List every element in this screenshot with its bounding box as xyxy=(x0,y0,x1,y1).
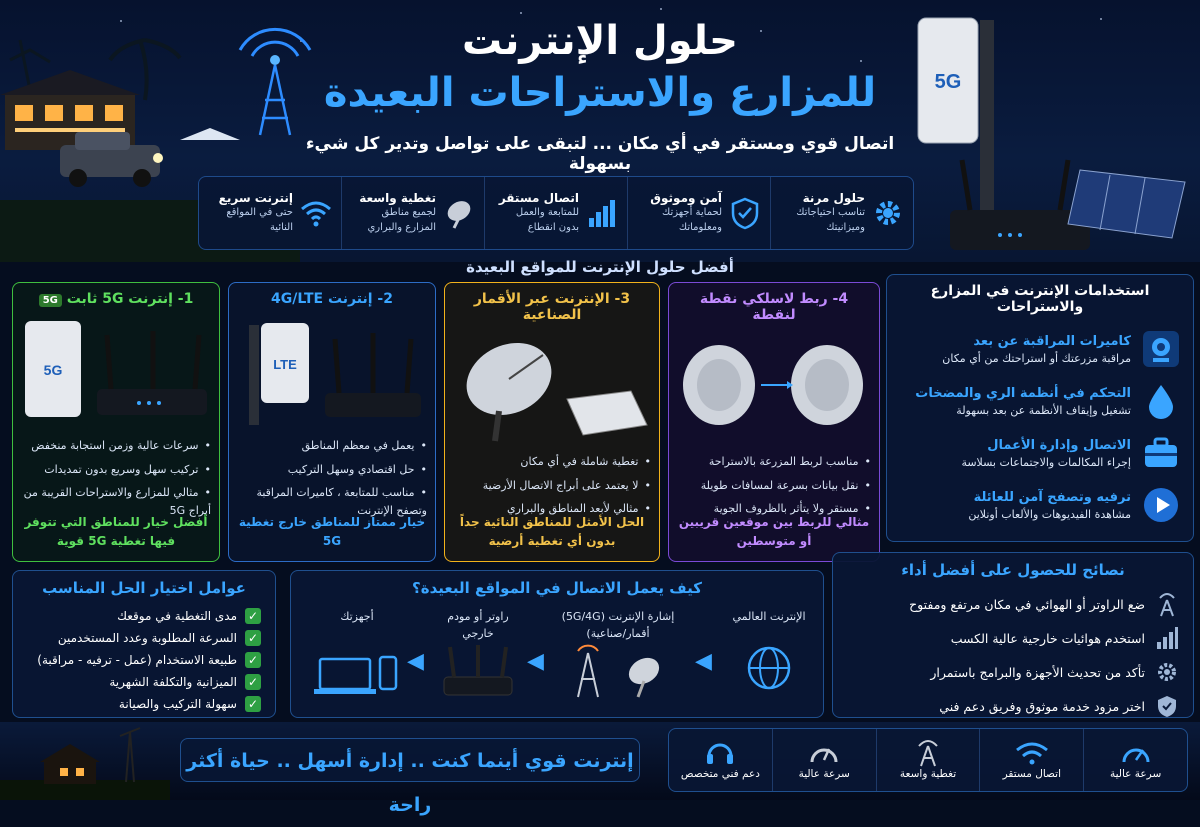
factor-item xyxy=(13,605,275,627)
solution-point: • مثالي لأبعد المناطق والبراري xyxy=(453,500,651,518)
feature-title: اتصال مستقر xyxy=(498,191,579,205)
footer-item-label: دعم فني متخصص xyxy=(680,768,760,780)
solution-point: • مستقر ولا يتأثر بالظروف الجوية xyxy=(677,500,871,518)
flow-step-label: إشارة الإنترنت (5G/4G) أقمار/صناعية) xyxy=(561,610,675,640)
solution-card-satellite xyxy=(444,282,660,562)
device-5g-label: 5G xyxy=(43,362,63,378)
tower-icon xyxy=(558,643,678,699)
flow-step-signal xyxy=(553,609,683,705)
use-item xyxy=(887,427,1193,479)
device-illustration xyxy=(237,313,427,431)
use-item xyxy=(887,323,1193,375)
feature-title: حلول مرنة xyxy=(802,191,865,205)
flow-step-label: أجهزتك xyxy=(340,610,374,623)
feature-coverage xyxy=(341,177,484,249)
tip-text: اختر مزود خدمة موثوق وفريق دعم فني xyxy=(939,698,1145,714)
solution-card-point-to-point xyxy=(668,282,880,562)
tower-icon xyxy=(913,740,943,766)
feature-title: إنترنت سريع xyxy=(218,191,293,205)
solution-best-for: مثالي للربط بين موقعين قريبين أو متوسطين xyxy=(678,514,870,548)
solution-point: • تغطية شاملة في أي مكان xyxy=(453,453,651,471)
footer-item-label: تغطية واسعة xyxy=(899,768,957,780)
footer-item xyxy=(1083,729,1187,791)
footer-features-bar xyxy=(668,728,1188,792)
page-subtitle: اتصال قوي ومستقر في أي مكان ... لتبقى على تواصل وتدير كل شيء بسهولة xyxy=(305,134,895,174)
feature-secure xyxy=(627,177,770,249)
uses-panel xyxy=(886,274,1194,542)
tip-item xyxy=(833,655,1193,689)
checkmark-icon: ✓ xyxy=(245,696,261,712)
use-desc: إجراء المكالمات والاجتماعات بسلاسة xyxy=(961,455,1131,469)
flow-arrow-icon: ◀ xyxy=(407,649,424,674)
footer-item xyxy=(669,729,772,791)
solution-title: 4- ربط لاسلكي نقطة لنقطة xyxy=(699,291,849,323)
device-lte-label: LTE xyxy=(273,357,297,372)
outdoor-5g-unit-illustration xyxy=(910,10,1200,262)
router-icon xyxy=(438,643,518,699)
5g-badge: 5G xyxy=(39,294,62,307)
feature-title: آمن وموثوق xyxy=(650,191,722,205)
tip-item xyxy=(833,689,1193,723)
speedometer-icon xyxy=(809,740,839,766)
solution-point: • سرعات عالية وزمن استجابة منخفض xyxy=(21,437,211,455)
footer-item xyxy=(876,729,980,791)
feature-desc: لحماية أجهزتك ومعلوماتك xyxy=(662,207,722,233)
page-title-highlight: للمزارع والاستراحات البعيدة xyxy=(323,70,877,116)
use-item xyxy=(887,479,1193,531)
factor-item xyxy=(13,627,275,649)
solution-point: • تركيب سهل وسريع بدون تمديدات xyxy=(21,461,211,479)
tip-text: ضع الراوتر أو الهوائي في مكان مرتفع ومفتوح xyxy=(909,596,1145,612)
headset-icon xyxy=(705,740,735,766)
flow-step-label: الإنترنت العالمي xyxy=(732,610,806,623)
factor-text: سهولة التركيب والصيانة xyxy=(118,697,237,711)
solution-title: 3- الإنترنت عبر الأقمار الصناعية xyxy=(473,291,631,323)
features-bar xyxy=(198,176,914,250)
use-title: كاميرات المراقبة عن بعد xyxy=(973,333,1131,349)
feature-desc: لجميع مناطق المزارع والبراري xyxy=(367,207,436,233)
factor-text: الميزانية والتكلفة الشهرية xyxy=(109,675,237,689)
tip-text: تأكد من تحديث الأجهزة والبرامج باستمرار xyxy=(930,664,1145,680)
tips-panel xyxy=(832,552,1194,718)
solution-point: • مناسب للمتابعة ، كاميرات المراقبة وتصفح الإنترنت xyxy=(237,484,427,519)
uses-title: استخدامات الإنترنت في المزارع والاستراحات xyxy=(930,283,1150,315)
solution-point: • مثالي للمزارع والاستراحات القريبة من أبراج 5G xyxy=(21,484,211,519)
factor-item xyxy=(13,693,275,715)
checkmark-icon: ✓ xyxy=(245,652,261,668)
checkmark-icon: ✓ xyxy=(245,608,261,624)
camera-icon xyxy=(1141,329,1181,369)
wifi-icon xyxy=(1015,740,1049,766)
use-desc: مشاهدة الفيديوهات والألعاب أونلاين xyxy=(968,507,1131,521)
factor-item xyxy=(13,649,275,671)
antenna-icon xyxy=(1155,592,1179,616)
gear-icon xyxy=(871,196,905,230)
briefcase-icon xyxy=(1141,433,1181,473)
solution-point: • يعمل في معظم المناطق xyxy=(237,437,427,455)
solution-title xyxy=(21,291,211,307)
solutions-section-title: أفضل حلول الإنترنت للمواقع البعيدة xyxy=(466,258,734,276)
footer-slogan: إنترنت قوي أينما كنت .. إدارة أسهل .. حياة أكثر راحة xyxy=(180,738,640,782)
use-title: الاتصال وإدارة الأعمال xyxy=(987,437,1131,453)
feature-stable xyxy=(484,177,627,249)
feature-desc: حتى في المواقع النائية xyxy=(226,207,293,233)
solution-card-5g xyxy=(12,282,220,562)
flow-step-internet xyxy=(721,609,817,699)
feature-flexible xyxy=(770,177,913,249)
flow-arrow-icon: ◀ xyxy=(527,649,544,674)
feature-desc: تناسب احتياجاتك وميزانيتك xyxy=(796,207,865,233)
flow-panel xyxy=(290,570,824,718)
flow-step-label: راوتر أو مودم خارجي xyxy=(447,610,509,640)
factors-title: عوامل اختيار الحل المناسب xyxy=(42,579,246,597)
farm-silhouette-scene xyxy=(0,722,170,800)
feature-title: تغطية واسعة xyxy=(359,191,436,205)
satellite-dish-icon xyxy=(442,196,476,230)
solution-point: • نقل بيانات بسرعة لمسافات طويلة xyxy=(677,477,871,495)
feature-fast xyxy=(199,177,341,249)
flow-title: كيف يعمل الاتصال في المواقع البعيدة؟ xyxy=(412,579,702,597)
tip-item xyxy=(833,587,1193,621)
device-illustration xyxy=(21,313,211,431)
solution-point: • مناسب لربط المزرعة بالاستراحة xyxy=(677,453,871,471)
checkmark-icon: ✓ xyxy=(245,630,261,646)
use-item xyxy=(887,375,1193,427)
solution-title: 2- إنترنت 4G/LTE xyxy=(271,291,393,307)
gear-icon xyxy=(1155,660,1179,684)
factor-item xyxy=(13,671,275,693)
globe-icon xyxy=(744,643,794,693)
use-title: التحكم في أنظمة الري والمضخات xyxy=(915,385,1131,401)
factors-panel xyxy=(12,570,276,718)
signal-bars-icon xyxy=(585,196,619,230)
factor-text: طبيعة الاستخدام (عمل - ترفيه - مراقبة) xyxy=(37,653,237,667)
page-title: حلول الإنترنت xyxy=(462,18,738,64)
use-desc: تشغيل وإيقاف الأنظمة عن بعد بسهولة xyxy=(956,403,1131,417)
solution-point: • لا يعتمد على أبراج الاتصال الأرضية xyxy=(453,477,651,495)
tips-title: نصائح للحصول على أفضل أداء xyxy=(901,561,1125,579)
speedometer-icon xyxy=(1121,740,1151,766)
feature-desc: للمتابعة والعمل بدون انقطاع xyxy=(515,207,579,233)
play-icon xyxy=(1141,485,1181,525)
footer-item-label: اتصال مستقر xyxy=(1002,768,1061,780)
solution-best-for: خيار ممتاز للمناطق خارج تغطية 5G xyxy=(238,514,426,548)
use-desc: مراقبة مزرعتك أو استراحتك من أي مكان xyxy=(942,351,1131,365)
checkmark-icon: ✓ xyxy=(245,674,261,690)
tip-text: استخدم هوائيات خارجية عالية الكسب xyxy=(950,630,1145,646)
solution-title-text: 1- إنترنت 5G ثابت xyxy=(66,291,194,307)
water-drop-icon xyxy=(1141,381,1181,421)
hero-banner xyxy=(0,0,1200,262)
factor-text: السرعة المطلوبة وعدد المستخدمين xyxy=(57,631,237,645)
solution-best-for: أفضل خيار للمناطق التي تتوفر فيها تغطية 5G قوية xyxy=(24,514,208,548)
flow-step-devices xyxy=(309,609,405,705)
shield-icon xyxy=(728,196,762,230)
flow-step-router xyxy=(433,609,523,705)
device-illustration xyxy=(677,329,871,447)
footer-item-label: سرعة عالية xyxy=(1109,768,1162,780)
flow-arrow-icon: ◀ xyxy=(695,649,712,674)
footer-item xyxy=(979,729,1083,791)
tip-item xyxy=(833,621,1193,655)
footer-item-label: سرعة عالية xyxy=(798,768,850,780)
device-5g-label: 5G xyxy=(934,71,962,93)
footer-item xyxy=(772,729,876,791)
use-title: ترفيه وتصفح آمن للعائلة xyxy=(973,489,1131,505)
signal-bars-icon xyxy=(1155,626,1179,650)
laptop-phone-icon xyxy=(312,643,402,699)
solution-card-4g-lte xyxy=(228,282,436,562)
solution-best-for: الحل الأمثل للمناطق النائية جداً بدون أي تغطية أرضية xyxy=(459,514,645,548)
solution-point: • حل اقتصادي وسهل التركيب xyxy=(237,461,427,479)
factor-text: مدى التغطية في موقعك xyxy=(117,609,237,623)
device-illustration xyxy=(453,329,651,447)
shield-icon xyxy=(1155,694,1179,718)
wifi-icon xyxy=(299,196,333,230)
